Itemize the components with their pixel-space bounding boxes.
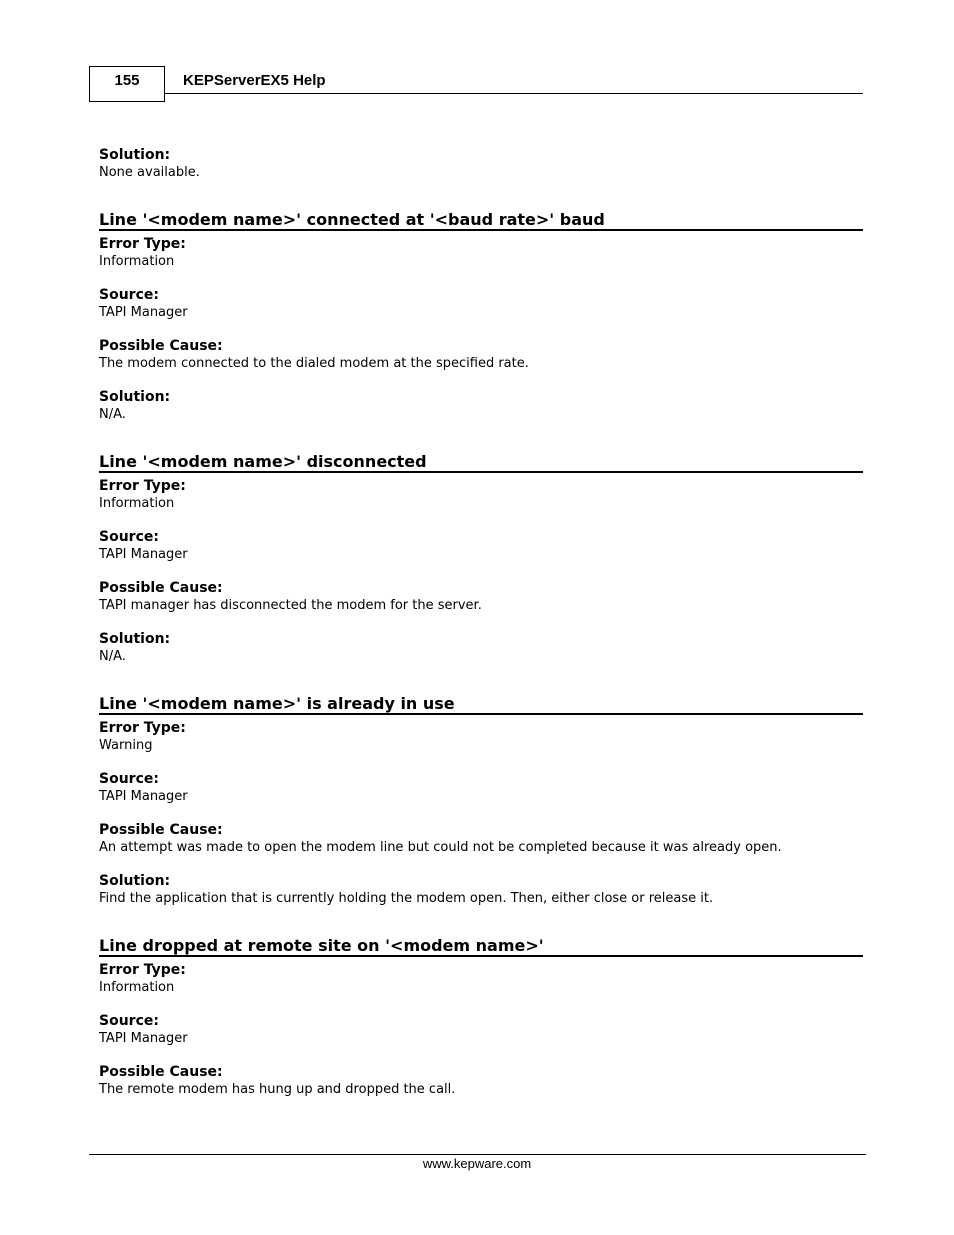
intro-solution [99, 146, 863, 182]
section-title: Line '<modem name>' is already in use [99, 694, 863, 715]
field-label: Error Type: [99, 720, 186, 736]
field-label: Solution: [99, 389, 171, 405]
field-value: TAPI manager has disconnected the modem for the server. [99, 598, 482, 613]
document-title: KEPServerEX5 Help [183, 72, 326, 89]
error-type-field [99, 961, 863, 997]
source-field [99, 770, 863, 806]
field-label: Error Type: [99, 962, 186, 978]
error-section [99, 452, 863, 666]
field-label: Possible Cause: [99, 338, 223, 354]
cause-field [99, 821, 863, 857]
field-value: The modem connected to the dialed modem at the specified rate. [99, 356, 529, 371]
section-title: Line '<modem name>' disconnected [99, 452, 863, 473]
field-value: Information [99, 980, 175, 995]
field-label: Source: [99, 771, 159, 787]
field-label: Source: [99, 1013, 159, 1029]
source-field [99, 528, 863, 564]
field-value: TAPI Manager [99, 789, 188, 804]
field-value: N/A. [99, 407, 126, 422]
field-label: Solution: [99, 873, 171, 889]
field-label: Source: [99, 529, 159, 545]
error-type-field [99, 719, 863, 755]
page-number: 155 [89, 66, 165, 102]
field-value: None available. [99, 165, 200, 180]
main-content [99, 146, 863, 1099]
field-value: Warning [99, 738, 153, 753]
solution-field [99, 630, 863, 666]
field-value: The remote modem has hung up and dropped the call. [99, 1082, 456, 1097]
field-value: Information [99, 254, 175, 269]
solution-field [99, 388, 863, 424]
field-label: Error Type: [99, 478, 186, 494]
header-rule [164, 93, 863, 94]
error-section [99, 936, 863, 1099]
section-title: Line '<modem name>' connected at '<baud rate>' baud [99, 210, 863, 231]
field-value: Find the application that is currently holding the modem open. Then, either close or release it. [99, 891, 714, 906]
footer-url: www.kepware.com [422, 1156, 532, 1171]
field-label: Possible Cause: [99, 822, 223, 838]
source-field [99, 1012, 863, 1048]
cause-field [99, 579, 863, 615]
section-title: Line dropped at remote site on '<modem name>' [99, 936, 863, 957]
field-value: TAPI Manager [99, 305, 188, 320]
field-label: Source: [99, 287, 159, 303]
field-label: Possible Cause: [99, 580, 223, 596]
field-value: TAPI Manager [99, 547, 188, 562]
cause-field [99, 1063, 863, 1099]
field-label: Possible Cause: [99, 1064, 223, 1080]
solution-field [99, 872, 863, 908]
error-type-field [99, 477, 863, 513]
cause-field [99, 337, 863, 373]
field-value: An attempt was made to open the modem line but could not be completed because it was already open. [99, 840, 782, 855]
field-value: Information [99, 496, 175, 511]
field-label: Solution: [99, 147, 171, 163]
error-section [99, 210, 863, 424]
error-type-field [99, 235, 863, 271]
page-header [89, 66, 863, 102]
error-section [99, 694, 863, 908]
field-label: Error Type: [99, 236, 186, 252]
source-field [99, 286, 863, 322]
field-label: Solution: [99, 631, 171, 647]
field-value: TAPI Manager [99, 1031, 188, 1046]
field-value: N/A. [99, 649, 126, 664]
